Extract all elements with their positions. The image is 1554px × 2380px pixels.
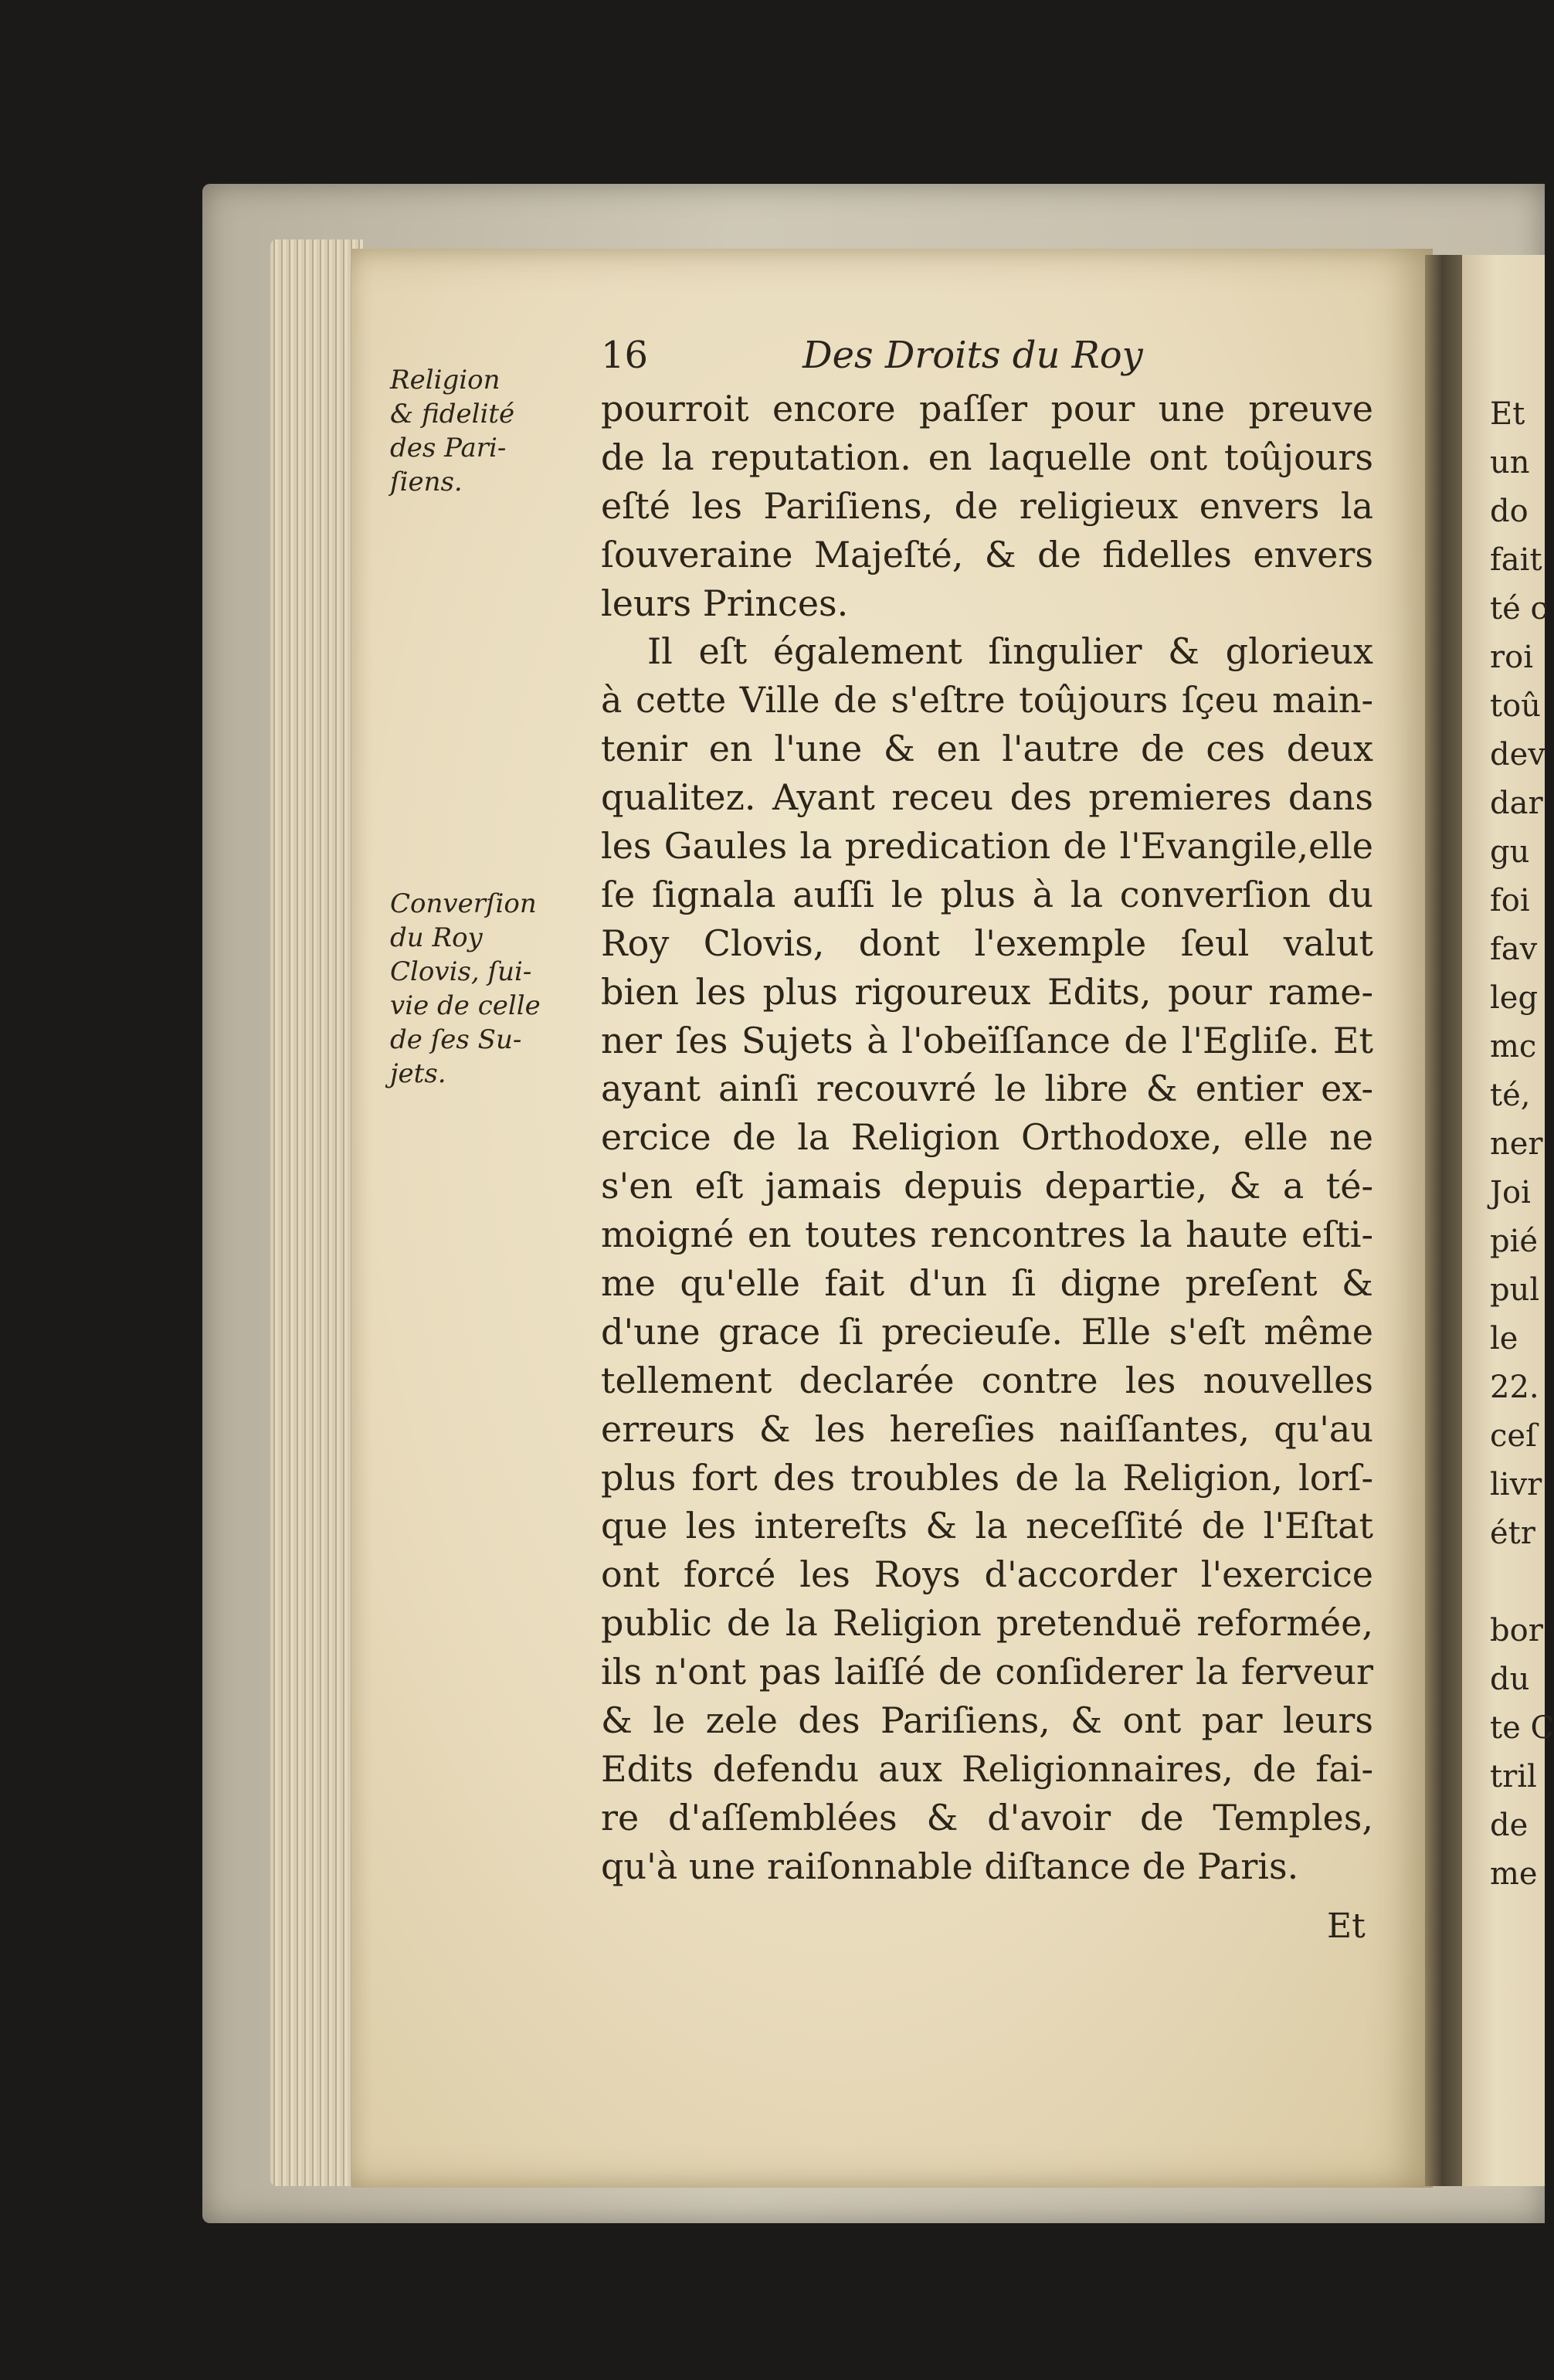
text-line: qu'à une raiſonnable diſtance de Paris. xyxy=(601,1845,1299,1887)
text-line: les Gaules la predication de l'Evangile,elle xyxy=(601,825,1373,867)
facing-page-fragment: étr xyxy=(1490,1516,1535,1551)
text-line: ils n'ont pas laiſſé de conſiderer la ferveur xyxy=(601,1651,1373,1693)
margin-note-line: Converſion xyxy=(390,888,537,919)
facing-page-fragment: gu xyxy=(1490,834,1530,870)
facing-page-fragment: un xyxy=(1490,445,1530,480)
facing-page-fragment: tril xyxy=(1490,1759,1537,1794)
page-edges xyxy=(270,239,363,2186)
margin-note-line: ſiens. xyxy=(390,467,463,497)
margin-note-line: Clovis, ſui- xyxy=(390,956,532,987)
running-title: Des Droits du Roy xyxy=(802,334,1143,377)
facing-page-fragment: Et xyxy=(1490,396,1525,432)
text-line: bien les plus rigoureux Edits, pour rame- xyxy=(601,970,1373,1013)
facing-page-fragment: fav xyxy=(1490,932,1538,967)
margin-note-religion xyxy=(390,363,599,499)
facing-page-fragment: ner xyxy=(1490,1126,1543,1162)
text-line: moigné en toutes rencontres la haute eſti- xyxy=(601,1214,1373,1256)
book-page-right xyxy=(1462,255,1554,2186)
text-line: & le zele des Pariſiens, & ont par leurs xyxy=(601,1699,1373,1742)
text-line: ercice de la Religion Orthodoxe, elle ne xyxy=(601,1116,1373,1159)
facing-page-fragment: du xyxy=(1490,1662,1530,1697)
facing-page-fragment: pul xyxy=(1490,1272,1540,1308)
margin-note-conversion xyxy=(390,887,599,1091)
facing-page-fragment: de xyxy=(1490,1808,1529,1843)
facing-page-fragment: toû xyxy=(1490,688,1541,724)
facing-page-fragment: foi xyxy=(1490,883,1530,918)
text-line: d'une grace ſi precieuſe. Elle s'eſt même xyxy=(601,1310,1373,1353)
text-line: ont forcé les Roys d'accorder l'exercice xyxy=(601,1553,1373,1596)
catchword: Et xyxy=(1327,1906,1366,1946)
text-line: ſouveraine Majeſté, & de fidelles envers xyxy=(601,533,1373,575)
facing-page-fragment: bor xyxy=(1490,1613,1543,1648)
facing-page-fragment: livr xyxy=(1490,1467,1542,1502)
text-line: erreurs & les hereſies naiſſantes, qu'au xyxy=(601,1407,1373,1450)
facing-page-fragment: Joi xyxy=(1490,1175,1531,1210)
facing-page-fragment: roi xyxy=(1490,640,1533,675)
margin-note-line: du Roy xyxy=(390,922,483,953)
text-line: ner ſes Sujets à l'obeïſſance de l'Egliſe. Et xyxy=(601,1019,1373,1061)
text-line: s'en eſt jamais depuis departie, & a té- xyxy=(601,1165,1373,1207)
margin-note-line: Religion xyxy=(390,365,500,396)
margin-note-line: de ſes Su- xyxy=(390,1024,522,1055)
margin-note-line: jets. xyxy=(390,1058,446,1089)
text-line: Edits defendu aux Religionnaires, de fai- xyxy=(601,1747,1373,1790)
page-number: 16 xyxy=(601,334,649,377)
facing-page-fragment: mc xyxy=(1490,1029,1537,1064)
margin-note-line: des Pari- xyxy=(390,433,507,463)
text-line: Il eſt également ſingulier & glorieux xyxy=(647,630,1373,673)
text-line: tenir en l'une & en l'autre de ces deux xyxy=(601,728,1373,770)
facing-page-fragment: me xyxy=(1490,1856,1538,1892)
facing-page-fragment: do xyxy=(1490,494,1529,529)
facing-page-fragment: ceſ xyxy=(1490,1418,1537,1454)
text-line: à cette Ville de s'eſtre toûjours ſçeu main- xyxy=(601,679,1373,721)
text-line: de la reputation. en laquelle ont toûjours xyxy=(601,436,1373,478)
facing-page-fragment: dev xyxy=(1490,737,1546,772)
book-gutter xyxy=(1425,255,1464,2186)
page-header xyxy=(601,334,1143,377)
text-line: me qu'elle fait d'un ſi digne preſent & xyxy=(601,1262,1373,1305)
text-line: ayant ainſi recouvré le libre & entier ex- xyxy=(601,1068,1373,1110)
margin-note-line: vie de celle xyxy=(390,990,541,1021)
text-line: plus fort des troubles de la Religion, lorſ- xyxy=(601,1456,1373,1499)
text-line: ſe ſignala auſſi le plus à la converſion du xyxy=(601,873,1373,915)
text-line: tellement declarée contre les nouvelles xyxy=(601,1359,1373,1401)
facing-page-fragment: pié xyxy=(1490,1224,1539,1259)
text-line: re d'aſſemblées & d'avoir de Temples, xyxy=(601,1796,1373,1838)
facing-page-fragment: 22. xyxy=(1490,1370,1539,1405)
body-text xyxy=(601,385,1373,1891)
facing-page-fragment: dar xyxy=(1490,786,1543,821)
text-line: eſté les Pariſiens, de religieux envers la xyxy=(601,484,1373,527)
facing-page-fragment: te C xyxy=(1490,1710,1554,1746)
text-line: Roy Clovis, dont l'exemple ſeul valut xyxy=(601,922,1373,964)
facing-page-fragment: té, xyxy=(1490,1078,1531,1113)
text-line: leurs Princes. xyxy=(601,582,849,624)
text-line: qualitez. Ayant receu des premieres dans xyxy=(601,776,1373,819)
facing-page-fragment: té c xyxy=(1490,591,1548,626)
text-line: public de la Religion pretenduë reformée, xyxy=(601,1602,1373,1645)
text-line: que les intereſts & la neceſſité de l'Eſtat xyxy=(601,1505,1373,1547)
facing-page-fragment: fait xyxy=(1490,542,1542,578)
facing-page-fragment: leg xyxy=(1490,980,1539,1016)
margin-note-line: & fidelité xyxy=(390,399,515,429)
text-line: pourroit encore paſſer pour une preuve xyxy=(601,388,1373,429)
facing-page-fragment: le xyxy=(1490,1321,1518,1356)
